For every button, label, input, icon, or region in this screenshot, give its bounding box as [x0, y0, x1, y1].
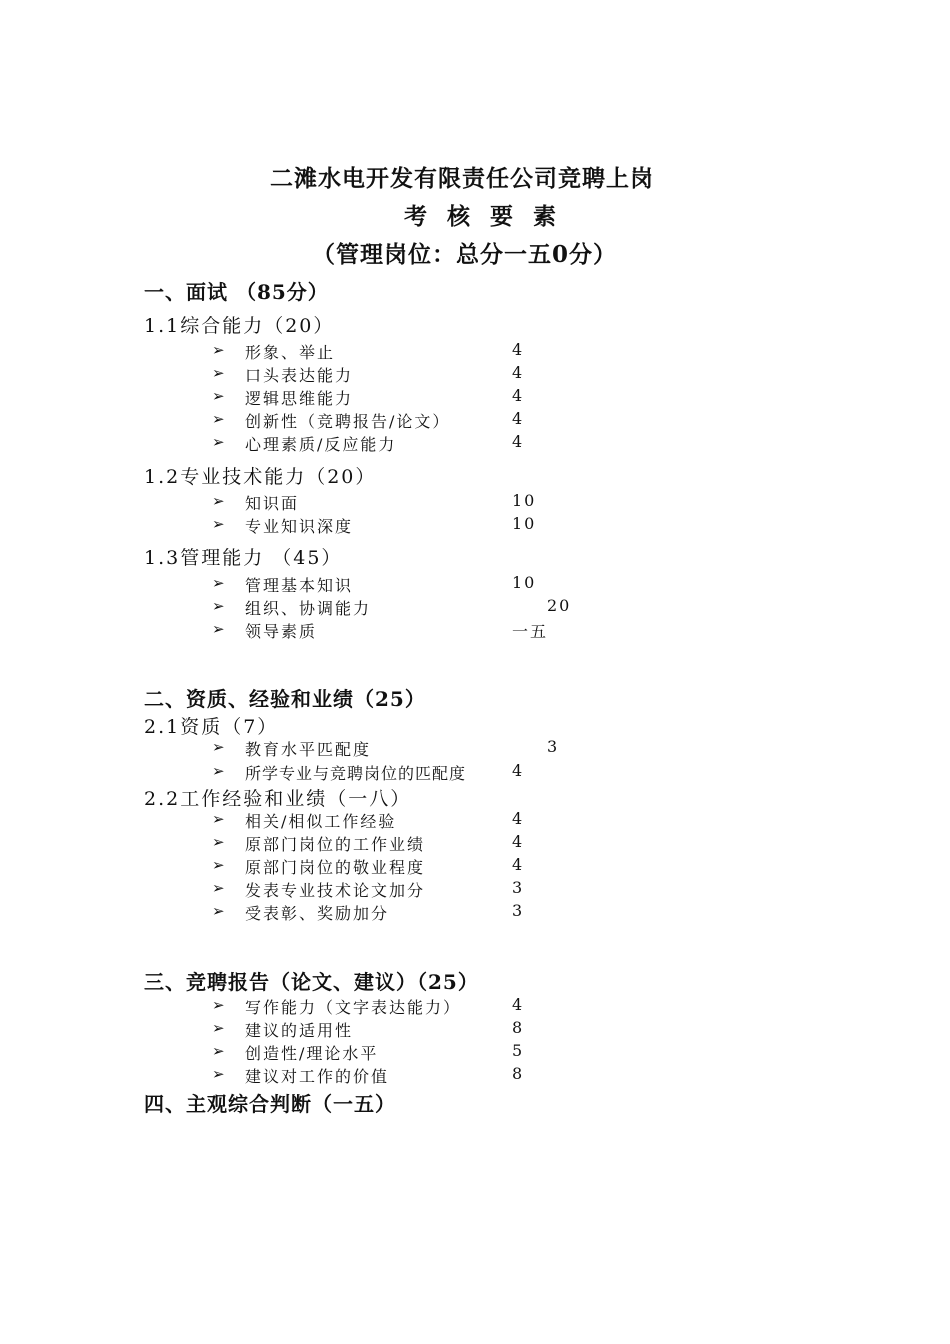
item-score: 4	[512, 832, 525, 851]
bullet-icon: ➢	[212, 1065, 225, 1083]
item-score: 4	[512, 432, 525, 451]
item-score: 10	[512, 491, 537, 510]
list-item: 管理基本知识	[245, 576, 354, 595]
list-item: 教育水平匹配度	[245, 740, 372, 759]
subsection-heading: 1.2专业技术能力（20）	[144, 466, 377, 488]
list-item: 组织、协调能力	[245, 599, 372, 618]
list-item: 创造性/理论水平	[245, 1044, 379, 1063]
bullet-icon: ➢	[212, 1019, 225, 1037]
item-score: 4	[512, 409, 525, 428]
item-score: 4	[512, 363, 525, 382]
bullet-icon: ➢	[212, 387, 225, 405]
section-heading: 四、主观综合判断（一五）	[144, 1092, 396, 1116]
bullet-icon: ➢	[212, 1042, 225, 1060]
item-score: 4	[512, 855, 525, 874]
bullet-icon: ➢	[212, 738, 225, 756]
item-score: 10	[512, 573, 537, 592]
subsection-heading: 1.1综合能力（20）	[144, 315, 335, 337]
item-score: 3	[512, 878, 525, 897]
subsection-heading: 2.1资质（7）	[144, 716, 279, 738]
list-item: 所学专业与竞聘岗位的匹配度	[245, 764, 467, 783]
bullet-icon: ➢	[212, 810, 225, 828]
bullet-icon: ➢	[212, 410, 225, 428]
item-score: 4	[512, 386, 525, 405]
list-item: 相关/相似工作经验	[245, 812, 397, 831]
list-item: 口头表达能力	[245, 366, 354, 385]
document-title: 二滩水电开发有限责任公司竞聘上岗	[270, 165, 654, 192]
list-item: 形象、举止	[245, 343, 336, 362]
item-score: 5	[512, 1041, 525, 1060]
document-total-score: （管理岗位：总分一五0分）	[312, 241, 618, 268]
item-score: 8	[512, 1064, 525, 1083]
bullet-icon: ➢	[212, 433, 225, 451]
bullet-icon: ➢	[212, 574, 225, 592]
section-heading: 二、资质、经验和业绩（25）	[144, 687, 426, 711]
item-score: 一五	[512, 622, 549, 641]
list-item: 建议对工作的价值	[245, 1067, 390, 1086]
item-score: 3	[512, 901, 525, 920]
bullet-icon: ➢	[212, 597, 225, 615]
list-item: 发表专业技术论文加分	[245, 881, 426, 900]
item-score: 3	[547, 737, 560, 756]
list-item: 建议的适用性	[245, 1021, 354, 1040]
list-item: 逻辑思维能力	[245, 389, 354, 408]
bullet-icon: ➢	[212, 833, 225, 851]
subsection-heading: 1.3管理能力 （45）	[144, 547, 343, 569]
bullet-icon: ➢	[212, 996, 225, 1014]
subsection-heading: 2.2工作经验和业绩（一八）	[144, 788, 412, 810]
item-score: 4	[512, 340, 525, 359]
list-item: 写作能力（文字表达能力）	[245, 998, 462, 1017]
list-item: 原部门岗位的工作业绩	[245, 835, 426, 854]
item-score: 20	[547, 596, 572, 615]
list-item: 心理素质/反应能力	[245, 435, 397, 454]
item-score: 4	[512, 809, 525, 828]
item-score: 8	[512, 1018, 525, 1037]
item-score: 10	[512, 514, 537, 533]
list-item: 创新性（竞聘报告/论文）	[245, 412, 451, 431]
bullet-icon: ➢	[212, 902, 225, 920]
section-heading: 三、竞聘报告（论文、建议）（25）	[144, 970, 479, 994]
bullet-icon: ➢	[212, 620, 225, 638]
item-score: 4	[512, 995, 525, 1014]
list-item: 受表彰、奖励加分	[245, 904, 390, 923]
list-item: 领导素质	[245, 622, 318, 641]
bullet-icon: ➢	[212, 762, 225, 780]
bullet-icon: ➢	[212, 515, 225, 533]
bullet-icon: ➢	[212, 879, 225, 897]
list-item: 专业知识深度	[245, 517, 354, 536]
bullet-icon: ➢	[212, 364, 225, 382]
bullet-icon: ➢	[212, 341, 225, 359]
list-item: 原部门岗位的敬业程度	[245, 858, 426, 877]
list-item: 知识面	[245, 494, 300, 513]
bullet-icon: ➢	[212, 856, 225, 874]
item-score: 4	[512, 761, 525, 780]
section-heading: 一、面试 （85分）	[144, 280, 329, 304]
bullet-icon: ➢	[212, 492, 225, 510]
document-subtitle: 考 核 要 素	[404, 203, 563, 230]
